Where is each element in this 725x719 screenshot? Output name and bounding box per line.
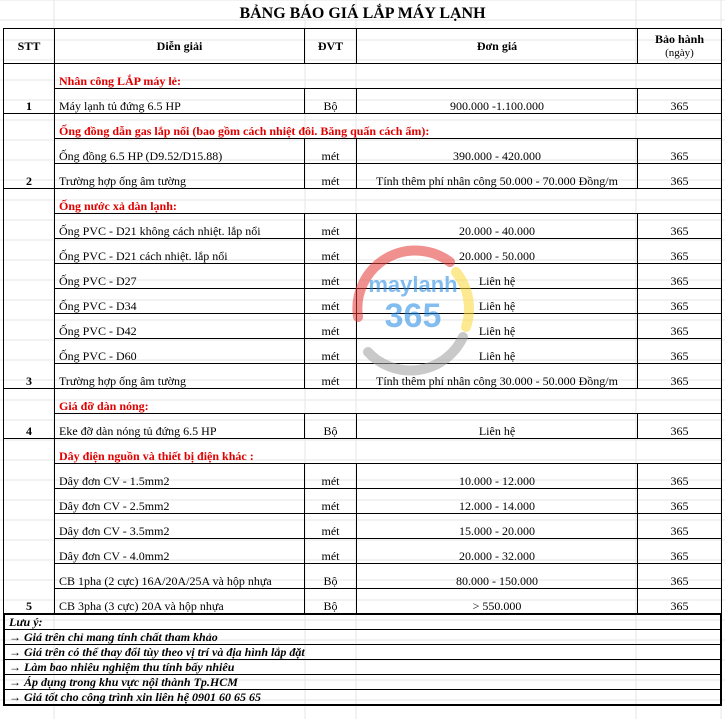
page-title: BẢNG BÁO GIÁ LẮP MÁY LẠNH	[239, 5, 486, 22]
warranty-cell: 365	[638, 314, 722, 339]
stt-cell: 5	[4, 439, 55, 614]
notes-row	[4, 614, 722, 706]
description-cell: Máy lạnh tủ đứng 6.5 HP	[55, 89, 305, 114]
price-cell: 20.000 - 50.000	[357, 239, 638, 264]
description-cell: Ống PVC - D34	[55, 289, 305, 314]
table-row	[4, 289, 722, 314]
header-price: Đơn giá	[357, 29, 638, 64]
unit-cell: Bộ	[305, 414, 357, 439]
price-cell: Liên hệ	[357, 339, 638, 364]
watermark-text-1: maylanh	[368, 272, 458, 297]
table-row	[4, 539, 722, 564]
description-cell: Trường hợp ống âm tường	[55, 164, 305, 189]
price-cell: Tính thêm phí nhân công 30.000 - 50.000 Đồng/m	[357, 364, 638, 389]
warranty-cell: 365	[638, 264, 722, 289]
unit-cell: mét	[305, 464, 357, 489]
category-row	[4, 64, 722, 89]
table-row	[4, 339, 722, 364]
warranty-cell: 365	[638, 89, 722, 114]
unit-cell: mét	[305, 364, 357, 389]
stt-cell: 3	[4, 189, 55, 389]
warranty-cell: 365	[638, 164, 722, 189]
warranty-cell: 365	[638, 514, 722, 539]
price-cell: 390.000 - 420.000	[357, 139, 638, 164]
unit-cell: mét	[305, 339, 357, 364]
warranty-cell: 365	[638, 489, 722, 514]
price-cell: Tính thêm phí nhân công 50.000 - 70.000 Đồng/m	[357, 164, 638, 189]
header-stt: STT	[4, 29, 55, 64]
table-row	[4, 89, 722, 114]
stt-cell: 1	[4, 64, 55, 114]
unit-cell: mét	[305, 289, 357, 314]
description-cell: Dây đơn CV - 1.5mm2	[55, 464, 305, 489]
note-item: → Làm bao nhiêu nghiệm thu tính bấy nhiêu	[5, 660, 721, 675]
price-cell: 12.000 - 14.000	[357, 489, 638, 514]
description-cell: Trường hợp ống âm tường	[55, 364, 305, 389]
price-table	[3, 28, 722, 706]
description-cell: CB 1pha (2 cực) 16A/20A/25A và hộp nhựa	[55, 564, 305, 589]
note-item: → Giá trên chỉ mang tính chất tham khảo	[5, 630, 721, 645]
unit-cell: mét	[305, 489, 357, 514]
description-cell: Eke đỡ dàn nóng tủ đứng 6.5 HP	[55, 414, 305, 439]
unit-cell: Bộ	[305, 89, 357, 114]
note-item: → Giá tốt cho công trình xin liên hệ 0901 60 65 65	[5, 690, 721, 705]
price-cell: 20.000 - 40.000	[357, 214, 638, 239]
price-cell: Liên hệ	[357, 264, 638, 289]
warranty-cell: 365	[638, 589, 722, 614]
warranty-cell: 365	[638, 239, 722, 264]
category-label: Ống nước xả dàn lạnh:	[55, 189, 722, 214]
stt-cell: 4	[4, 389, 55, 439]
notes-heading: Lưu ý:	[5, 615, 721, 630]
category-label: Giá đỡ dàn nóng:	[55, 389, 722, 414]
description-cell: Ống PVC - D21 không cách nhiệt. lắp nổi	[55, 214, 305, 239]
description-cell: Ống PVC - D42	[55, 314, 305, 339]
category-row	[4, 389, 722, 414]
unit-cell: Bộ	[305, 589, 357, 614]
warranty-cell: 365	[638, 339, 722, 364]
unit-cell: mét	[305, 264, 357, 289]
table-row	[4, 414, 722, 439]
table-row	[4, 239, 722, 264]
unit-cell: mét	[305, 214, 357, 239]
warranty-cell: 365	[638, 139, 722, 164]
unit-cell: Bộ	[305, 564, 357, 589]
warranty-cell: 365	[638, 539, 722, 564]
note-item: → Giá trên có thể thay đổi tùy theo vị trí và địa hình lắp đặt	[5, 645, 721, 660]
price-cell: 20.000 - 32.000	[357, 539, 638, 564]
table-row	[4, 364, 722, 389]
table-row	[4, 464, 722, 489]
description-cell: Ống PVC - D21 cách nhiệt. lắp nổi	[55, 239, 305, 264]
description-cell: Dây đơn CV - 3.5mm2	[55, 514, 305, 539]
description-cell: Ống PVC - D60	[55, 339, 305, 364]
unit-cell: mét	[305, 239, 357, 264]
unit-cell: mét	[305, 164, 357, 189]
table-row	[4, 564, 722, 589]
warranty-cell: 365	[638, 414, 722, 439]
table-row	[4, 139, 722, 164]
header-warranty	[638, 29, 722, 64]
price-cell: Liên hệ	[357, 314, 638, 339]
description-cell: Ống PVC - D27	[55, 264, 305, 289]
notes-cell	[4, 614, 722, 706]
price-cell: 10.000 - 12.000	[357, 464, 638, 489]
table-row	[4, 489, 722, 514]
warranty-cell: 365	[638, 564, 722, 589]
category-label: Nhân công LẮP máy lẻ:	[55, 64, 722, 89]
warranty-cell: 365	[638, 464, 722, 489]
warranty-cell: 365	[638, 214, 722, 239]
description-cell: Dây đơn CV - 4.0mm2	[55, 539, 305, 564]
warranty-cell: 365	[638, 289, 722, 314]
description-cell: Ống đồng 6.5 HP (D9.52/D15.88)	[55, 139, 305, 164]
category-row	[4, 439, 722, 464]
note-item: → Áp dụng trong khu vực nội thành Tp.HCM	[5, 675, 721, 690]
price-cell: Liên hệ	[357, 289, 638, 314]
header-warranty-sub: (ngày)	[665, 47, 694, 59]
header-description: Diễn giải	[55, 29, 305, 64]
unit-cell: mét	[305, 139, 357, 164]
warranty-cell: 365	[638, 364, 722, 389]
header-unit: ĐVT	[305, 29, 357, 64]
watermark-text-2: 365	[384, 297, 442, 335]
price-cell: 15.000 - 20.000	[357, 514, 638, 539]
table-row	[4, 589, 722, 614]
price-cell: 80.000 - 150.000	[357, 564, 638, 589]
table-row	[4, 264, 722, 289]
table-row	[4, 164, 722, 189]
category-label: Dây điện nguồn và thiết bị điện khác :	[55, 439, 722, 464]
table-row	[4, 514, 722, 539]
price-cell: Liên hệ	[357, 414, 638, 439]
price-cell: 900.000 -1.100.000	[357, 89, 638, 114]
price-cell: > 550.000	[357, 589, 638, 614]
unit-cell: mét	[305, 539, 357, 564]
stt-cell: 2	[4, 114, 55, 189]
description-cell: Dây đơn CV - 2.5mm2	[55, 489, 305, 514]
header-warranty-label: Bảo hành	[654, 32, 705, 46]
category-row	[4, 114, 722, 139]
unit-cell: mét	[305, 514, 357, 539]
unit-cell: mét	[305, 314, 357, 339]
table-row	[4, 214, 722, 239]
category-row	[4, 189, 722, 214]
table-row	[4, 314, 722, 339]
description-cell: CB 3pha (3 cực) 20A và hộp nhựa	[55, 589, 305, 614]
category-label: Ống đồng dẫn gas lắp nổi (bao gồm cách nhiệt đôi. Băng quấn cách ẩm):	[55, 114, 722, 139]
